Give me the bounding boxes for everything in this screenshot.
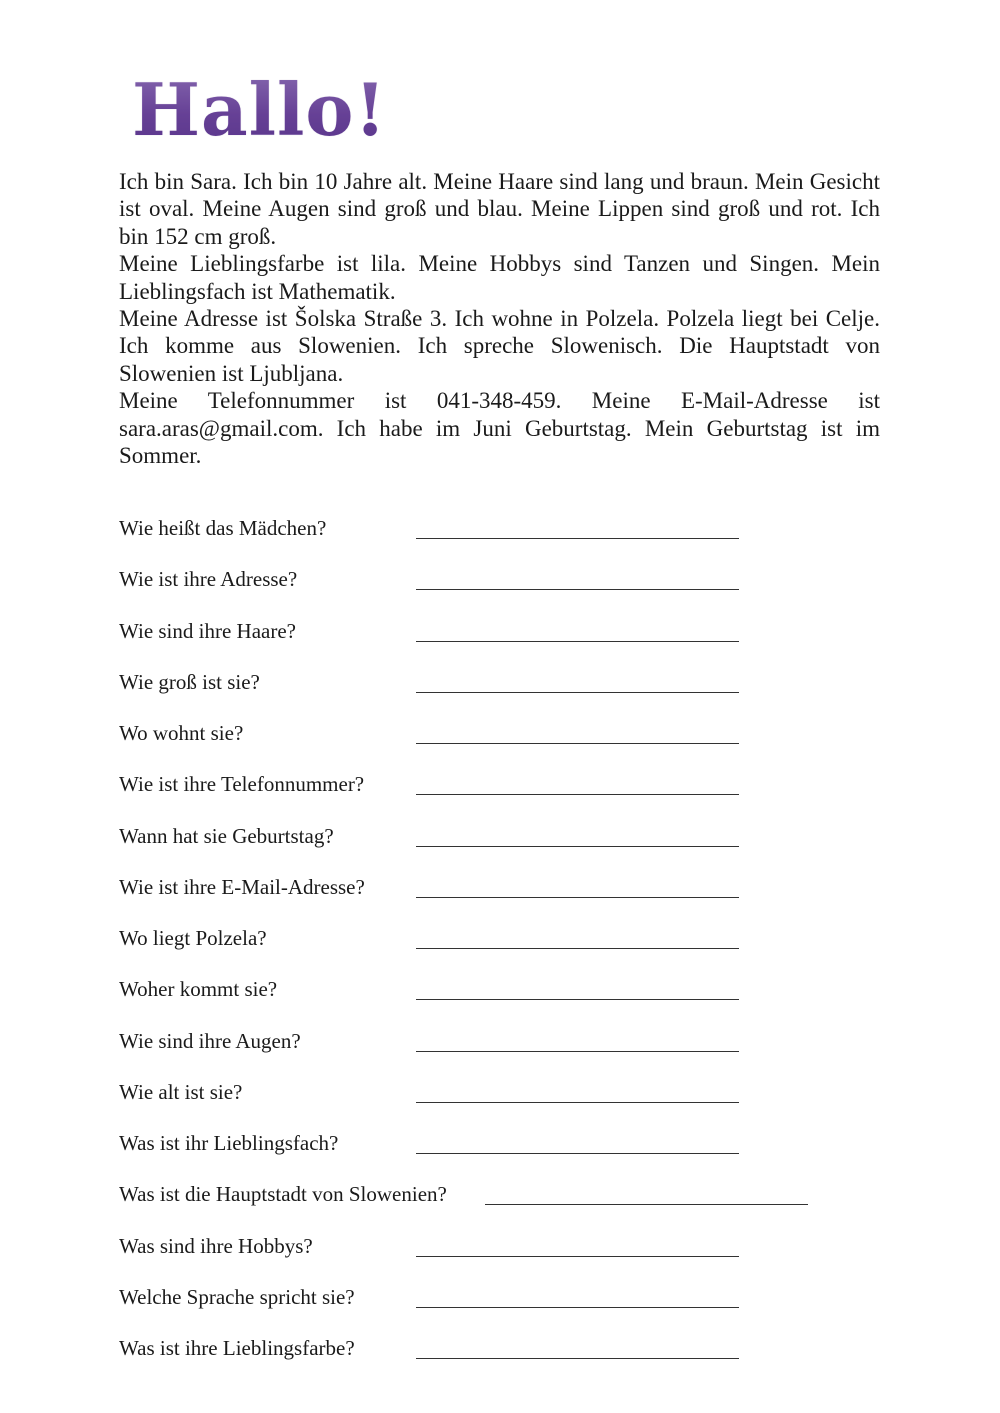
question-text: Woher kommt sie?	[119, 977, 278, 1002]
question-row	[119, 822, 899, 873]
question-text: Wie heißt das Mädchen?	[119, 516, 327, 540]
question-row	[119, 668, 899, 719]
question-text: Welche Sprache spricht sie?	[119, 1284, 355, 1309]
question-row	[119, 924, 899, 975]
question-row	[119, 514, 899, 565]
paragraph-contact: Meine Telefonnummer ist 041-348-459. Meine E-Mail-Adresse ist sara.aras@gmail.com. Ich habe im Juni Geburtstag. Mein Geburtstag ist im Sommer.	[119, 388, 880, 469]
question-text: Was ist ihre Lieblingsfarbe?	[119, 1336, 355, 1360]
question-text: Was sind ihre Hobbys?	[119, 1233, 313, 1258]
question-row	[119, 770, 899, 821]
answer-line[interactable]	[416, 692, 739, 693]
answer-line[interactable]	[416, 794, 739, 795]
answer-line[interactable]	[416, 948, 739, 949]
question-row	[119, 1334, 899, 1385]
page-title: Hallo!	[132, 67, 388, 152]
question-row	[119, 873, 899, 924]
question-text: Wie ist ihre E-Mail-Adresse?	[119, 874, 365, 899]
question-text: Was ist die Hauptstadt von Slowenien?	[119, 1182, 447, 1207]
answer-line[interactable]	[416, 641, 739, 642]
question-text: Wo liegt Polzela?	[119, 926, 267, 950]
answer-line[interactable]	[416, 589, 739, 590]
answer-line[interactable]	[416, 999, 739, 1000]
question-text: Wie alt ist sie?	[119, 1079, 243, 1104]
question-text: Was ist ihr Lieblingsfach?	[119, 1131, 339, 1155]
question-row	[119, 617, 899, 668]
question-text: Wo wohnt sie?	[119, 721, 244, 745]
paragraph-hobbies: Meine Lieblingsfarbe ist lila. Meine Hobbys sind Tanzen und Singen. Mein Lieblingsfach ist Mathematik.	[119, 251, 880, 304]
answer-line[interactable]	[416, 538, 739, 539]
question-row	[119, 1129, 899, 1180]
answer-line[interactable]	[416, 1102, 739, 1103]
answer-line[interactable]	[416, 1051, 739, 1052]
question-row	[119, 1180, 899, 1231]
answer-line[interactable]	[416, 846, 739, 847]
question-text: Wie ist ihre Adresse?	[119, 567, 298, 592]
question-row	[119, 1232, 899, 1283]
question-row	[119, 565, 899, 616]
question-text: Wann hat sie Geburtstag?	[119, 823, 334, 848]
intro-text	[119, 168, 880, 469]
answer-line[interactable]	[485, 1204, 808, 1205]
answer-line[interactable]	[416, 1256, 739, 1257]
paragraph-address: Meine Adresse ist Šolska Straße 3. Ich wohne in Polzela. Polzela liegt bei Celje. Ich komme aus Slowenien. Ich spreche Slowenisch. Die Hauptstadt von Slowenien ist Ljubljana.	[119, 306, 880, 386]
question-text: Wie groß ist sie?	[119, 669, 260, 694]
question-text: Wie sind ihre Augen?	[119, 1028, 301, 1053]
answer-line[interactable]	[416, 1153, 739, 1154]
question-row	[119, 975, 899, 1026]
paragraph-personal: Ich bin Sara. Ich bin 10 Jahre alt. Meine Haare sind lang und braun. Mein Gesicht ist oval. Meine Augen sind groß und blau. Meine Lippen sind groß und rot. Ich bin 152 cm groß.	[119, 169, 880, 249]
answer-line[interactable]	[416, 1307, 739, 1308]
question-row	[119, 1078, 899, 1129]
question-row	[119, 719, 899, 770]
answer-line[interactable]	[416, 1358, 739, 1359]
answer-line[interactable]	[416, 743, 739, 744]
question-row	[119, 1283, 899, 1334]
question-text: Wie ist ihre Telefonnummer?	[119, 772, 365, 797]
question-row	[119, 1027, 899, 1078]
question-text: Wie sind ihre Haare?	[119, 618, 296, 643]
answer-line[interactable]	[416, 897, 739, 898]
question-list	[119, 514, 899, 1385]
